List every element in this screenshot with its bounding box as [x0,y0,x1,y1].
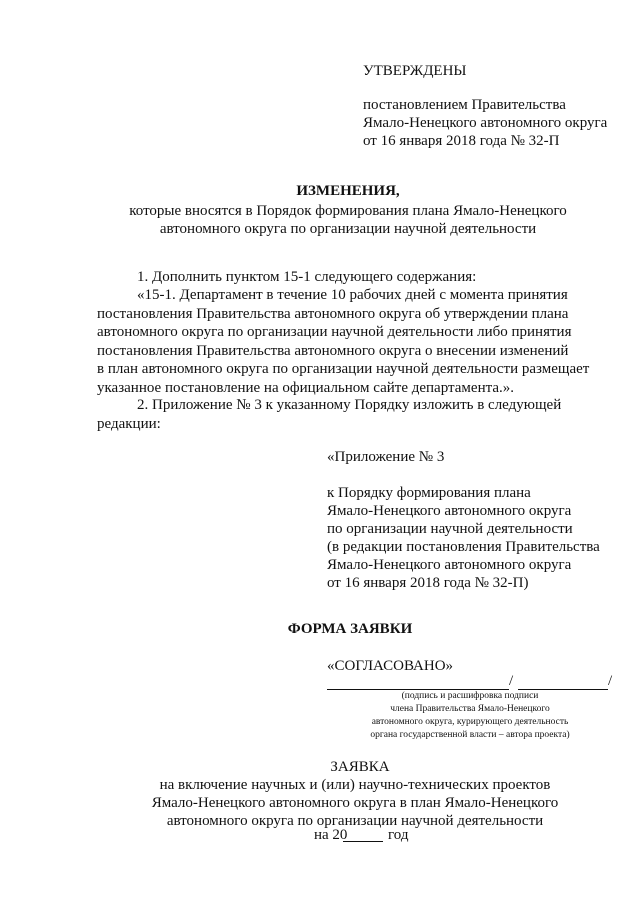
changes-subtitle-line: автономного округа по организации научной деятельности [159,221,537,237]
year-blank-line [343,841,383,842]
changes-title: ИЗМЕНЕНИЯ, [296,183,400,199]
application-line: на включение научных и (или) научно-технических проектов [159,777,551,793]
paragraph-line: в план автономного округа по организации научной деятельности размещает [97,361,590,377]
paragraph-line: редакции: [97,415,161,432]
changes-subtitle-line: которые вносятся в Порядок формирования плана Ямало-Ненецкого [129,203,567,219]
paragraph-line: постановления Правительства автономного округа о внесении изменений [97,342,569,359]
approval-line: от 16 января 2018 года № 32-П [363,133,560,149]
appendix-line: от 16 января 2018 года № 32-П) [327,575,529,591]
agreed-label: «СОГЛАСОВАНО» [327,658,454,674]
paragraph-line: «15-1. Департамент в течение 10 рабочих дней с момента принятия [137,287,568,303]
approval-line: постановлением Правительства [363,97,566,113]
appendix-title: «Приложение № 3 [327,449,445,465]
year-suffix: год [388,827,409,843]
item2-paragraph [97,396,562,433]
signature-note-line: органа государственной власти – автора проекта) [370,730,570,740]
application-title: ЗАЯВКА [330,759,390,775]
appendix-line: по организации научной деятельности [327,521,573,537]
form-title: ФОРМА ЗАЯВКИ [287,621,413,637]
paragraph-line: автономного округа по организации научной деятельности либо принятия [97,324,572,340]
signature-note-line: члена Правительства Ямало-Ненецкого [390,704,550,714]
appendix-line: Ямало-Ненецкого автономного округа [327,557,572,573]
paragraph-line: постановления Правительства автономного округа об утверждении плана [97,305,569,322]
signature-note-line: автономного округа, курирующего деятельность [371,717,569,727]
appendix-line: Ямало-Ненецкого автономного округа [327,503,572,519]
application-line: автономного округа по организации научной деятельности [166,813,544,829]
item1-intro: 1. Дополнить пунктом 15-1 следующего содержания: [137,269,477,285]
signature-separator: / [608,673,613,689]
appendix-line: к Порядку формирования плана [327,485,531,501]
item1-paragraph [97,286,590,397]
signature-separator: / [509,673,514,689]
application-line: Ямало-Ненецкого автономного округа в план Ямало-Ненецкого [151,795,559,811]
approval-heading: УТВЕРЖДЕНЫ [363,63,467,79]
signature-note-line: (подпись и расшифровка подписи [401,691,539,701]
paragraph-line: указанное постановление на официальном сайте департамента.». [97,379,514,396]
year-prefix: на 20 [314,827,348,843]
paragraph-line: 2. Приложение № 3 к указанному Порядку изложить в следующей [137,397,562,413]
appendix-line: (в редакции постановления Правительства [327,539,600,555]
approval-line: Ямало-Ненецкого автономного округа [363,115,608,131]
